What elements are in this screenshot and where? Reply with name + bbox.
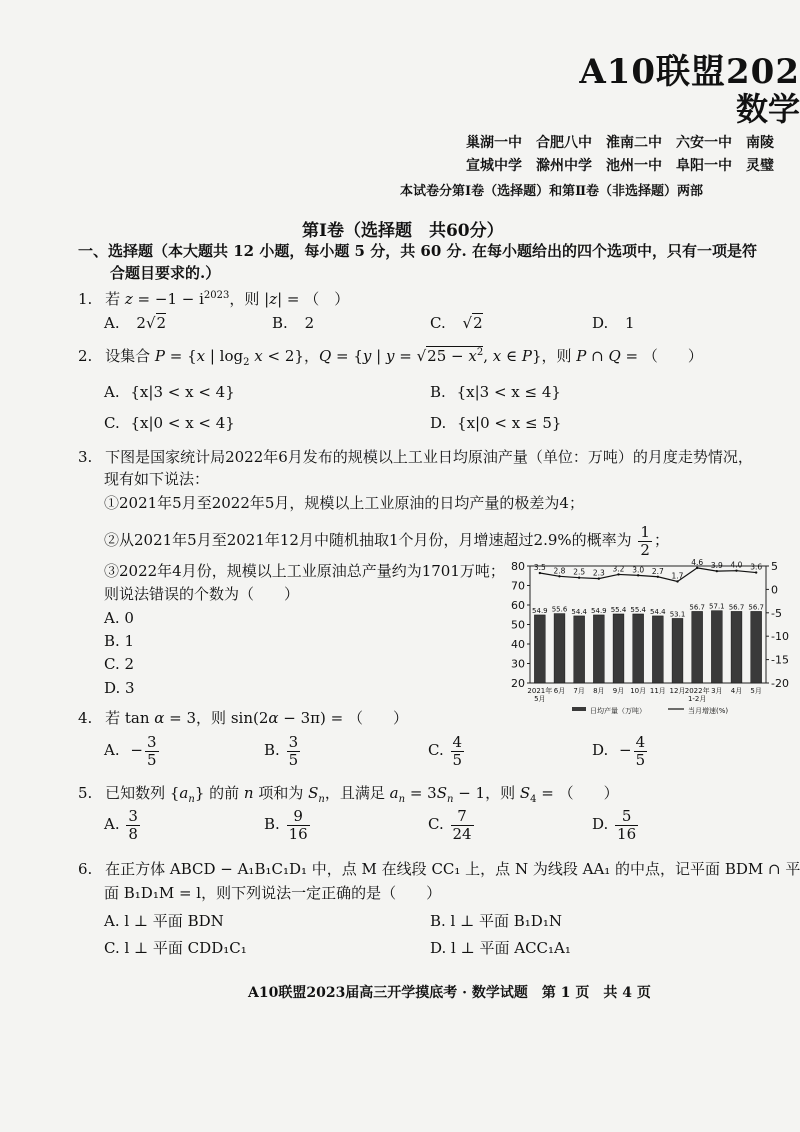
- left-axis-tick-label: 60: [511, 599, 525, 612]
- bar-data-label: 56.7: [689, 603, 705, 612]
- q2-option-c[interactable]: [104, 414, 235, 432]
- q3-ask: 则说法错误的个数为（ ）: [104, 585, 300, 603]
- option-letter: C.: [430, 314, 446, 332]
- option-letter: D.: [592, 314, 609, 332]
- q3-option-a[interactable]: A. 0: [104, 609, 134, 627]
- fraction: $\frac{3}{8}$: [128, 807, 138, 843]
- bar-data-label: 54.4: [571, 607, 587, 616]
- growth-rate-point: [539, 572, 541, 574]
- left-axis-tick-label: 30: [511, 657, 525, 671]
- line-data-label: 2.7: [651, 566, 664, 576]
- left-axis-tick-label: 40: [511, 638, 525, 651]
- q3-option-c[interactable]: C. 2: [104, 655, 135, 673]
- growth-rate-point: [558, 575, 560, 577]
- q4-option-c[interactable]: [428, 734, 466, 768]
- q5-option-c[interactable]: [428, 808, 476, 842]
- question-3: [78, 446, 753, 467]
- question-text: 在正方体 ABCD − A₁B₁C₁D₁ 中，点 M 在线段 CC₁ 上，点 N 为线段 AA₁ 的中点，记平面 BDM ∩ 平: [105, 860, 800, 878]
- growth-rate-point: [657, 576, 659, 578]
- option-letter: D.: [592, 815, 609, 833]
- line-data-label: 3.2: [612, 564, 625, 574]
- q5-option-d[interactable]: [592, 808, 640, 842]
- school-list-row1: 巢湖一中 合肥八中 淮南二中 六安一中 南陵: [466, 135, 774, 151]
- legend-line-label: 当月增速(%): [688, 707, 729, 715]
- question-2: 2. 设集合 P = {x | $\log_2 x < 2$}，Q = {y | $y = √25 - x^2$, x ∈ P}，则 P ∩ Q = （ ）: [78, 347, 703, 368]
- growth-rate-point: [598, 577, 600, 579]
- x-axis-tick-label: 12月: [669, 687, 686, 695]
- line-data-label: 2.5: [573, 567, 586, 577]
- right-axis-tick-label: -10: [771, 630, 789, 644]
- question-number: 4.: [78, 709, 93, 727]
- chart-bar: [731, 611, 742, 683]
- oil-production-chart: [500, 558, 800, 718]
- q3-option-b[interactable]: B. 1: [104, 632, 135, 650]
- question-6-cont: 面 B₁D₁M = l，则下列说法一定正确的是（ ）: [104, 884, 442, 902]
- x-axis-tick-label: 4月: [730, 687, 743, 695]
- right-axis-tick-label: -20: [771, 677, 789, 690]
- q2-option-b[interactable]: [430, 383, 561, 401]
- exam-note: 本试卷分第Ⅰ卷（选择题）和第Ⅱ卷（非选择题）两部: [400, 184, 704, 199]
- option-value: 2: [136, 314, 146, 332]
- q5-option-b[interactable]: [264, 808, 312, 842]
- bar-data-label: 55.4: [610, 605, 627, 614]
- q1-option-c[interactable]: C. √2: [430, 314, 483, 332]
- option-value: 2: [304, 314, 315, 332]
- chart-bar: [593, 615, 604, 683]
- x-axis-tick-sublabel: 1-2月: [687, 695, 707, 703]
- subject-title: 数学: [735, 90, 800, 128]
- chart-bar: [652, 616, 663, 683]
- growth-rate-point: [578, 577, 580, 579]
- page-footer: A10联盟2023届高三开学摸底考 · 数学试题 第 1 页 共 4 页: [248, 985, 651, 1001]
- x-axis-tick-label: 5月: [750, 687, 762, 695]
- question-6: [78, 858, 800, 879]
- q3-statement-3: ③2022年4月份，规模以上工业原油总产量约为1701万吨；: [104, 562, 505, 580]
- question-number: 6.: [78, 860, 93, 878]
- chart-bar: [613, 614, 624, 683]
- x-axis-tick-label: 7月: [573, 687, 585, 695]
- exam-title: A10联盟202: [579, 52, 800, 92]
- chart-frame: [530, 566, 766, 683]
- question-3-cont: 现有如下说法：: [104, 470, 210, 488]
- fraction: $\frac{3}{5}$: [146, 733, 157, 769]
- bar-data-label: 55.4: [630, 605, 646, 614]
- option-sign: −: [619, 741, 632, 759]
- bar-data-label: 56.7: [728, 603, 745, 612]
- fraction: $\frac{1}{2}$: [640, 523, 650, 559]
- chart-bar: [751, 611, 762, 683]
- growth-rate-point: [637, 574, 639, 576]
- option-letter: D.: [430, 414, 447, 432]
- line-data-label: 3.6: [750, 562, 763, 572]
- q2-option-a[interactable]: [104, 383, 235, 401]
- q1-option-a[interactable]: A. 2√2: [104, 314, 167, 332]
- option-value: 1: [625, 314, 635, 332]
- right-axis-tick-label: 0: [771, 583, 778, 597]
- q5-option-a[interactable]: [104, 808, 142, 842]
- legend-bar-swatch: [572, 707, 586, 711]
- right-axis-tick-label: -15: [771, 653, 789, 667]
- bar-data-label: 54.4: [650, 607, 666, 616]
- line-data-label: 2.3: [592, 568, 605, 578]
- option-value: {x|0 < x < 4}: [130, 414, 235, 432]
- right-axis-tick-label: 5: [771, 560, 778, 573]
- chart-bar: [574, 616, 585, 683]
- q3-option-d[interactable]: D. 3: [104, 679, 135, 697]
- option-sign: −: [130, 741, 143, 759]
- x-axis-tick-label: 2022年: [684, 687, 710, 695]
- option-letter: A.: [104, 314, 120, 332]
- bar-data-label: 54.9: [591, 606, 607, 615]
- x-axis-tick-label: 3月: [711, 687, 723, 695]
- option-letter: C.: [104, 414, 120, 432]
- question-number: 3.: [78, 448, 93, 466]
- option-letter: A.: [104, 815, 120, 833]
- left-axis-tick-label: 50: [511, 618, 525, 632]
- question-5: 5. 已知数列 $\{a_n\}$ 的前 n 项和为 $S_n$，且满足 $a_n = 3S_n - 1$，则 $S_4$ = （ ）: [78, 784, 619, 805]
- chart-bar: [554, 614, 565, 683]
- line-data-label: 3.0: [632, 565, 645, 575]
- fraction: $\frac{5}{16}$: [617, 807, 637, 843]
- left-axis-tick-label: 20: [511, 677, 525, 690]
- line-data-label: 1.7: [671, 571, 684, 581]
- line-data-label: 4.0: [730, 560, 743, 570]
- option-letter: A.: [104, 741, 120, 759]
- option-letter: B.: [272, 314, 288, 332]
- growth-rate-point: [716, 570, 718, 572]
- q4-option-a[interactable]: [104, 734, 161, 768]
- section-instructions-cont: 合题目要求的.）: [110, 264, 221, 282]
- fraction: $\frac{7}{24}$: [452, 807, 472, 843]
- line-data-label: 3.5: [533, 563, 546, 573]
- option-value: {x|0 < x ≤ 5}: [457, 414, 562, 432]
- x-axis-tick-label: 11月: [649, 687, 666, 695]
- chart-bar: [534, 615, 545, 683]
- option-letter: D.: [592, 741, 609, 759]
- fraction: $\frac{4}{5}$: [452, 733, 463, 769]
- growth-rate-point: [696, 567, 698, 569]
- bar-data-label: 56.7: [748, 603, 764, 612]
- bar-data-label: 57.1: [709, 602, 725, 611]
- option-letter: B.: [430, 383, 446, 401]
- question-1: 1. 若 $z = -1 - i^{2023}$，则 |z| = （ ）: [78, 290, 350, 308]
- statement-text: ②从2021年5月至2021年12月中随机抽取1个月份，月增速超过2.9%的概率为: [104, 531, 632, 549]
- x-axis-tick-label: 8月: [593, 687, 605, 695]
- section-title: 第Ⅰ卷（选择题 共60分）: [302, 221, 504, 241]
- fraction: $\frac{3}{5}$: [288, 733, 299, 769]
- line-data-label: 3.9: [710, 561, 723, 571]
- x-axis-tick-label: 10月: [630, 687, 647, 695]
- question-number: 1.: [78, 290, 93, 308]
- bar-data-label: 54.9: [532, 606, 548, 615]
- school-list-row2: 宣城中学 滁州中学 池州一中 阜阳一中 灵璧: [466, 158, 774, 174]
- question-number: 5.: [78, 784, 93, 802]
- q6-option-a[interactable]: A. l ⊥ 平面 BDN: [104, 912, 224, 930]
- x-axis-tick-label: 9月: [612, 687, 625, 695]
- option-letter: C.: [428, 741, 444, 759]
- option-letter: B.: [264, 741, 280, 759]
- x-axis-tick-label: 2021年: [527, 687, 553, 695]
- q3-statement-1: ①2021年5月至2022年5月，规模以上工业原油的日均产量的极差为4；: [104, 494, 584, 512]
- line-data-label: 4.6: [691, 558, 704, 567]
- q1-option-d[interactable]: [592, 314, 635, 332]
- chart-bar: [672, 618, 683, 683]
- q6-option-b[interactable]: B. l ⊥ 平面 B₁D₁N: [430, 912, 562, 930]
- q4-option-b[interactable]: [264, 734, 302, 768]
- option-letter: B.: [264, 815, 280, 833]
- legend-bar-label: 日均产量（万吨）: [590, 707, 646, 715]
- option-radicand: 2: [473, 314, 483, 332]
- question-number: 2.: [78, 347, 93, 365]
- option-radicand: 2: [156, 314, 167, 332]
- q2-option-d[interactable]: [430, 414, 561, 432]
- right-axis-tick-label: -5: [771, 606, 782, 620]
- growth-rate-point: [676, 580, 678, 582]
- growth-rate-point: [755, 571, 757, 573]
- fraction: $\frac{4}{5}$: [635, 733, 646, 769]
- question-4: 4. 若 tan α = 3，则 sin(2α − 3π) = （ ）: [78, 709, 408, 727]
- section-instructions: 一、选择题（本大题共 12 小题，每小题 5 分，共 60 分. 在每小题给出的四个选项中，只有一项是符: [78, 242, 757, 260]
- q6-option-d[interactable]: D. l ⊥ 平面 ACC₁A₁: [430, 939, 571, 957]
- growth-rate-point: [735, 569, 737, 571]
- option-value: {x|3 < x < 4}: [130, 383, 235, 401]
- q1-option-b[interactable]: [272, 314, 314, 332]
- chart-bar: [711, 611, 722, 683]
- x-axis-tick-label: 6月: [553, 687, 566, 695]
- chart-bar: [633, 614, 644, 683]
- q3-statement-2: ②从2021年5月至2021年12月中随机抽取1个月份，月增速超过2.9%的概率为 $\frac{1}{2}$ ；: [104, 523, 669, 559]
- growth-rate-point: [617, 573, 619, 575]
- option-letter: A.: [104, 383, 120, 401]
- x-axis-tick-sublabel: 5月: [534, 695, 546, 703]
- fraction: $\frac{9}{16}$: [288, 807, 308, 843]
- q6-option-c[interactable]: C. l ⊥ 平面 CDD₁C₁: [104, 939, 247, 957]
- bar-data-label: 53.1: [669, 610, 686, 619]
- left-axis-tick-label: 70: [511, 579, 525, 593]
- option-value: {x|3 < x ≤ 4}: [456, 383, 561, 401]
- option-letter: C.: [428, 815, 444, 833]
- left-axis-tick-label: 80: [511, 560, 525, 573]
- line-data-label: 2.8: [553, 566, 566, 576]
- q4-option-d[interactable]: [592, 734, 649, 768]
- question-text: 下图是国家统计局2022年6月发布的规模以上工业日均原油产量（单位：万吨）的月度走势情况，: [105, 448, 753, 466]
- chart-bar: [692, 611, 703, 683]
- bar-data-label: 55.6: [551, 605, 568, 614]
